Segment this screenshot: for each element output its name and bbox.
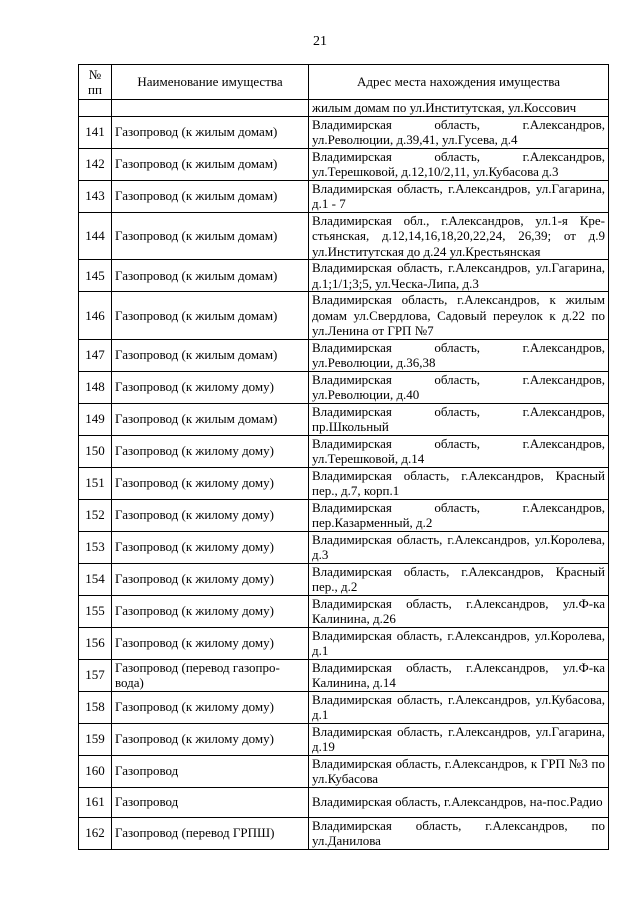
cell-address: Владимирская область, г.Александров, ул.Гагарина, д.19 — [309, 723, 609, 755]
cell-address: Владимирская область, г.Александров, ул.Революции, д.36,38 — [309, 339, 609, 371]
page-number: 21 — [313, 34, 327, 49]
table-row — [79, 563, 609, 595]
table-row — [79, 595, 609, 627]
cell-name: Газопровод (перевод газопро-вода) — [112, 659, 309, 691]
table-row — [79, 116, 609, 148]
cell-address: Владимирская область, г.Александров, пер.Казарменный, д.2 — [309, 499, 609, 531]
cell-address: Владимирская область, г.Александров, ул.Королева, д.3 — [309, 531, 609, 563]
cell-number — [79, 100, 112, 117]
cell-address: Владимирская область, г.Александров, ул.Революции, д.40 — [309, 371, 609, 403]
table-row — [79, 292, 609, 340]
cell-address: Владимирская область, г.Александров, ул.Революции, д.39,41, ул.Гусева, д.4 — [309, 116, 609, 148]
table-row — [79, 755, 609, 787]
cell-name: Газопровод (к жилому дому) — [112, 595, 309, 627]
cell-address: Владимирская область, г.Александров, Красный пер., д.2 — [309, 563, 609, 595]
cell-number: 144 — [79, 212, 112, 260]
cell-name: Газопровод (к жилому дому) — [112, 723, 309, 755]
table-row — [79, 180, 609, 212]
cell-address: Владимирская область, г.Александров, пр.Школьный — [309, 403, 609, 435]
cell-name: Газопровод (к жилым домам) — [112, 339, 309, 371]
cell-number: 155 — [79, 595, 112, 627]
table-row — [79, 817, 609, 849]
header-number: № пп — [79, 65, 112, 100]
table-row — [79, 531, 609, 563]
cell-number: 158 — [79, 691, 112, 723]
cell-name: Газопровод (к жилому дому) — [112, 467, 309, 499]
cell-number: 153 — [79, 531, 112, 563]
cell-address: Владимирская область, г.Александров, ул.Кубасова, д.1 — [309, 691, 609, 723]
cell-address: Владимирская область, г.Александров, ул.Терешковой, д.14 — [309, 435, 609, 467]
cell-name: Газопровод (к жилым домам) — [112, 180, 309, 212]
cell-name: Газопровод (к жилым домам) — [112, 403, 309, 435]
cell-address: жилым домам по ул.Институтская, ул.Коссович — [309, 100, 609, 117]
cell-name: Газопровод (к жилым домам) — [112, 148, 309, 180]
cell-address: Владимирская область, г.Александров, ул.Ф-ка Калинина, д.26 — [309, 595, 609, 627]
cell-name: Газопровод (к жилым домам) — [112, 212, 309, 260]
table-row — [79, 691, 609, 723]
cell-address: Владимирская область, г.Александров, ул.Терешковой, д.12,10/2,11, ул.Кубасова д.3 — [309, 148, 609, 180]
table-row — [79, 371, 609, 403]
cell-name: Газопровод (перевод ГРПШ) — [112, 817, 309, 849]
cell-number: 162 — [79, 817, 112, 849]
cell-address: Владимирская область, г.Александров, ул.Ф-ка Калинина, д.14 — [309, 659, 609, 691]
cell-number: 148 — [79, 371, 112, 403]
cell-name: Газопровод — [112, 755, 309, 787]
cell-name: Газопровод (к жилым домам) — [112, 260, 309, 292]
cell-name: Газопровод (к жилому дому) — [112, 435, 309, 467]
cell-name: Газопровод (к жилому дому) — [112, 627, 309, 659]
cell-number: 142 — [79, 148, 112, 180]
cell-number: 143 — [79, 180, 112, 212]
cell-number: 146 — [79, 292, 112, 340]
table-row — [79, 260, 609, 292]
table-row — [79, 148, 609, 180]
cell-number: 152 — [79, 499, 112, 531]
cell-number: 150 — [79, 435, 112, 467]
cell-name: Газопровод (к жилым домам) — [112, 116, 309, 148]
header-address: Адрес места нахождения имущества — [309, 65, 609, 100]
table-row — [79, 435, 609, 467]
table-row — [79, 627, 609, 659]
table-row — [79, 403, 609, 435]
cell-address: Владимирская область, г.Александров, Красный пер., д.7, корп.1 — [309, 467, 609, 499]
cell-address: Владимирская обл., г.Александров, ул.1-я Кре-стьянская, д.12,14,16,18,20,22,24, 26,39; от д.9 ул.Институтская до д.24 ул.Крестьянская — [309, 212, 609, 260]
table-row — [79, 723, 609, 755]
table-row — [79, 339, 609, 371]
cell-address: Владимирская область, г.Александров, по ул.Данилова — [309, 817, 609, 849]
table-row — [79, 659, 609, 691]
cell-number: 157 — [79, 659, 112, 691]
cell-number: 141 — [79, 116, 112, 148]
cell-name: Газопровод (к жилому дому) — [112, 499, 309, 531]
table-row — [79, 212, 609, 260]
table-row — [79, 499, 609, 531]
table-row — [79, 787, 609, 817]
cell-number: 154 — [79, 563, 112, 595]
cell-number: 151 — [79, 467, 112, 499]
cell-number: 160 — [79, 755, 112, 787]
cell-name: Газопровод (к жилому дому) — [112, 563, 309, 595]
cell-number: 159 — [79, 723, 112, 755]
table-row — [79, 467, 609, 499]
header-name: Наименование имущества — [112, 65, 309, 100]
table-header-row — [79, 65, 609, 100]
cell-address: Владимирская область, г.Александров, ул.Гагарина, д.1 - 7 — [309, 180, 609, 212]
cell-address: Владимирская область, г.Александров, на-пос.Радио — [309, 787, 609, 817]
table-row-continuation — [79, 100, 609, 117]
cell-number: 145 — [79, 260, 112, 292]
cell-name — [112, 100, 309, 117]
cell-name: Газопровод (к жилому дому) — [112, 691, 309, 723]
cell-number: 156 — [79, 627, 112, 659]
cell-address: Владимирская область, г.Александров, ул.Королева, д.1 — [309, 627, 609, 659]
cell-address: Владимирская область, г.Александров, к жилым домам ул.Свердлова, Садовый переулок к д.22 по ул.Ленина от ГРП №7 — [309, 292, 609, 340]
cell-name: Газопровод (к жилому дому) — [112, 371, 309, 403]
cell-number: 147 — [79, 339, 112, 371]
cell-address: Владимирская область, г.Александров, ул.Гагарина, д.1;1/1;3;5, ул.Ческа-Липа, д.3 — [309, 260, 609, 292]
cell-address: Владимирская область, г.Александров, к ГРП №3 по ул.Кубасова — [309, 755, 609, 787]
property-table — [78, 64, 609, 850]
cell-name: Газопровод (к жилому дому) — [112, 531, 309, 563]
cell-number: 149 — [79, 403, 112, 435]
cell-name: Газопровод — [112, 787, 309, 817]
cell-number: 161 — [79, 787, 112, 817]
cell-name: Газопровод (к жилым домам) — [112, 292, 309, 340]
